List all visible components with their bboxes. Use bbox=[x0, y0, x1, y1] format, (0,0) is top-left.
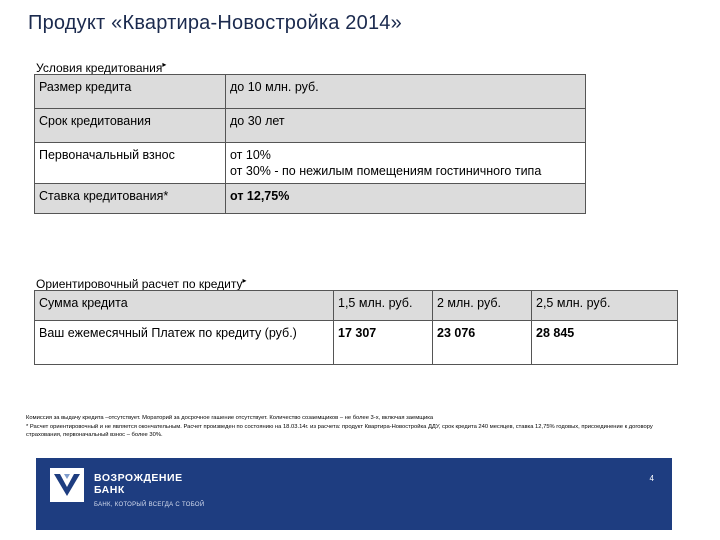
table-row bbox=[35, 109, 586, 143]
table-row bbox=[35, 321, 678, 365]
page-title: Продукт «Квартира-Новостройка 2014» bbox=[28, 12, 402, 34]
table-row bbox=[35, 75, 586, 109]
bank-logo-icon bbox=[50, 468, 84, 502]
payment-cell: 28 845 bbox=[532, 321, 678, 365]
table-row bbox=[35, 184, 586, 214]
footnote: * Расчет ориентировочный и не является окончательным. Расчет произведен по состоянию на 18.03.14г. из расчета: продукт Квартира-Новостройка ДДУ, срок кредита 240 месяцев, ставка 12,75% годовых, присоединение к договору страхования, первоначальный взнос – более 30%. bbox=[26, 423, 653, 438]
row-value: от 12,75% bbox=[226, 184, 586, 214]
credit-conditions-table bbox=[34, 74, 586, 214]
bank-slogan: БАНК, КОТОРЫЙ ВСЕГДА С ТОБОЙ bbox=[94, 502, 205, 508]
footer-banner bbox=[36, 458, 672, 530]
bank-name: ВОЗРОЖДЕНИЕ БАНК bbox=[94, 472, 183, 496]
calculation-table bbox=[34, 290, 678, 365]
row-value: до 30 лет bbox=[226, 109, 586, 143]
table-row bbox=[35, 291, 678, 321]
page-number: 4 bbox=[649, 474, 654, 483]
row-name: Размер кредита bbox=[35, 75, 226, 109]
amount-cell: 2,5 млн. руб. bbox=[532, 291, 678, 321]
value-line: от 30% - по нежилым помещениям гостиничного типа bbox=[230, 164, 542, 178]
amount-cell: 1,5 млн. руб. bbox=[334, 291, 433, 321]
credit-conditions-label: Условия кредитования▸ bbox=[36, 60, 167, 75]
row-name: Первоначальный взнос bbox=[35, 143, 226, 184]
row-name: Ставка кредитования* bbox=[35, 184, 226, 214]
row-name: Срок кредитования bbox=[35, 109, 226, 143]
row-value bbox=[226, 143, 586, 184]
amount-cell: 2 млн. руб. bbox=[433, 291, 532, 321]
row-name: Ваш ежемесячный Платеж по кредиту (руб.) bbox=[35, 321, 334, 365]
value-line: от 10% bbox=[230, 148, 271, 162]
footnote: Комиссия за выдачу кредита –отсутствует. Мораторий за досрочное гашение отсутствует. Количество созаемщиков – не более 3-х, включая заемщика bbox=[26, 415, 434, 421]
row-value: до 10 млн. руб. bbox=[226, 75, 586, 109]
footnotes bbox=[26, 414, 686, 440]
calculation-label: Ориентировочный расчет по кредиту▸ bbox=[36, 276, 247, 291]
row-name: Сумма кредита bbox=[35, 291, 334, 321]
payment-cell: 23 076 bbox=[433, 321, 532, 365]
payment-cell: 17 307 bbox=[334, 321, 433, 365]
table-row bbox=[35, 143, 586, 184]
